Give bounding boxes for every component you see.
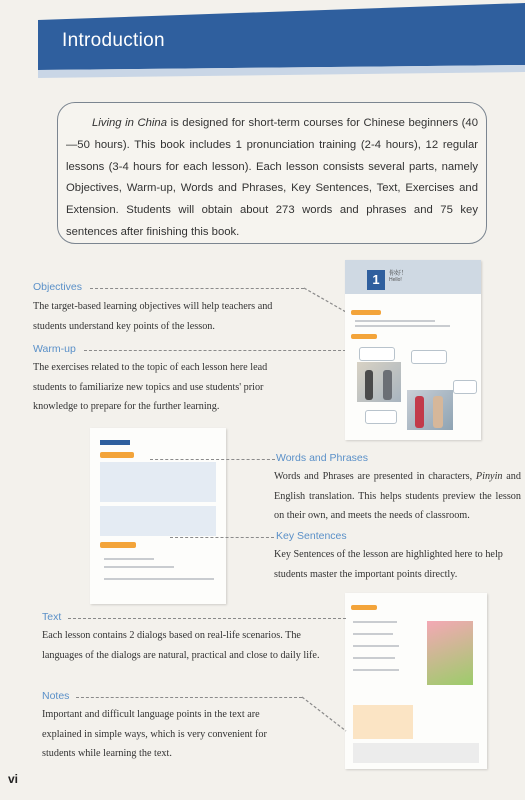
objectives-leader-diagonal xyxy=(300,286,350,316)
thumb-tag xyxy=(351,310,381,315)
objectives-text: The target-based learning objectives will help teachers and students understand key points of the lesson. xyxy=(33,301,273,332)
thumb-bubble xyxy=(453,380,477,394)
thumb-lesson-title-en: Hello! xyxy=(389,277,402,283)
thumb-line xyxy=(104,558,154,560)
text-leader-line xyxy=(68,618,346,619)
warmup-heading: Warm-up xyxy=(33,343,76,355)
page-number: vi xyxy=(8,772,19,786)
book-title: Living in China xyxy=(92,117,167,129)
key-sentences-leader-line xyxy=(170,537,274,538)
words-thumbnail xyxy=(90,428,226,604)
text-section-text: Each lesson contains 2 dialogs based on real-life scenarios. The languages of the dialogs are natural, practical and close to daily life. xyxy=(42,630,320,661)
notes-leader-line xyxy=(76,697,302,698)
thumb-line xyxy=(353,633,393,635)
thumb-notes-box xyxy=(353,705,413,739)
objectives-leader-line xyxy=(90,288,304,289)
thumb-line xyxy=(353,657,395,659)
thumb-line xyxy=(353,669,399,671)
thumb-tag xyxy=(100,440,130,445)
thumb-tag xyxy=(351,605,377,610)
thumb-lesson-number: 1 xyxy=(367,270,385,290)
thumb-bubble xyxy=(365,410,397,424)
thumb-line xyxy=(353,645,399,647)
intro-body: is designed for short-term courses for Chinese beginners (40—50 hours). This book includes 1 pronunciation training (2-4 hours), 12 regular lessons (3-4 hours for each lesson). Each lesson consists several parts, namely Objectives, Warm-up, Words and Phrases, Key Sentences, Text, Exercises and Extension. Students will obtain about 273 words and phrases and 75 key sentences after finishing this book. xyxy=(66,117,478,238)
thumb-line xyxy=(355,320,435,322)
notes-heading: Notes xyxy=(42,690,70,702)
warmup-text: The exercises related to the topic of each lesson here lead students to familiarize new topics and use students' prior knowledge to prepare for the further learning. xyxy=(33,362,268,412)
thumb-word-table xyxy=(100,462,216,502)
words-leader-line xyxy=(150,459,275,460)
thumb-tag xyxy=(351,334,377,339)
words-text-em: Pinyin xyxy=(475,471,503,482)
words-text xyxy=(274,467,521,526)
lesson-opener-thumbnail xyxy=(345,260,481,440)
thumb-bubble xyxy=(411,350,447,364)
thumb-notes-explanation xyxy=(353,743,479,763)
thumb-header-band xyxy=(345,260,481,294)
page-title: Introduction xyxy=(62,30,165,51)
words-text-part: and English translation. This helps students preview the lesson on their own, and meets the needs of classroom. xyxy=(274,471,521,521)
notes-text: Important and difficult language points in the text are explained in simple ways, which is very convenient for students while learning the text. xyxy=(42,709,267,759)
notes-leader-diagonal xyxy=(300,695,350,735)
intro-paragraph xyxy=(66,113,478,244)
thumb-line xyxy=(104,566,174,568)
words-text-part: Words and Phrases are presented in characters, xyxy=(274,471,476,482)
thumb-bubble xyxy=(359,347,395,361)
objectives-heading: Objectives xyxy=(33,281,83,293)
text-heading: Text xyxy=(42,611,62,623)
thumb-lesson-title: 你好！ xyxy=(389,271,408,277)
text-thumbnail xyxy=(345,593,487,769)
thumb-line xyxy=(104,578,214,580)
thumb-illustration xyxy=(427,621,473,685)
thumb-tag xyxy=(100,542,136,548)
warmup-leader-line xyxy=(84,350,346,351)
key-sentences-text: Key Sentences of the lesson are highlighted here to help students master the important points directly. xyxy=(274,549,503,580)
words-heading: Words and Phrases xyxy=(276,452,369,464)
thumb-photo-handshake xyxy=(357,362,401,402)
key-sentences-heading: Key Sentences xyxy=(276,530,347,542)
thumb-line xyxy=(353,621,397,623)
thumb-photo-women xyxy=(407,390,453,430)
thumb-word-table xyxy=(100,506,216,536)
thumb-tag xyxy=(100,452,134,458)
thumb-line xyxy=(355,325,450,327)
